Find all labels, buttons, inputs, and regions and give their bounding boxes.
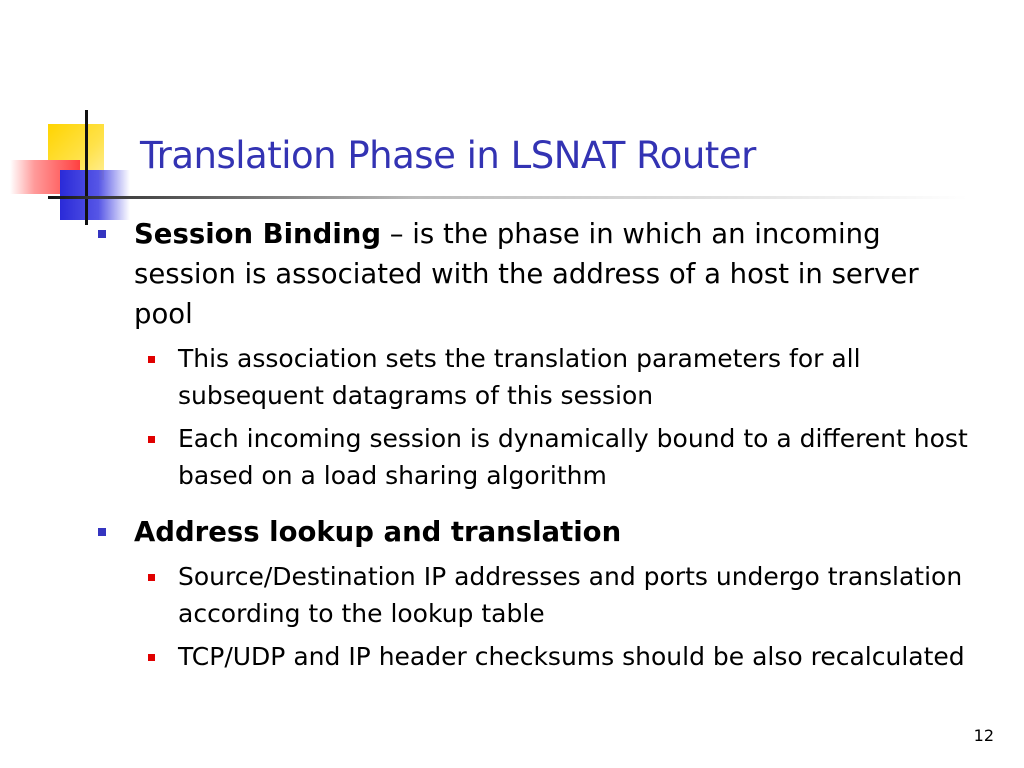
sub-bullet (96, 638, 976, 675)
logo-blue-bar (60, 170, 130, 220)
square-bullet-icon (148, 356, 155, 363)
square-bullet-icon (148, 654, 155, 661)
slide-title: Translation Phase in LSNAT Router (140, 134, 756, 177)
sub-bullet (96, 420, 976, 494)
sub-bullet-text: TCP/UDP and IP header checksums should be also recalculated (178, 642, 965, 671)
sub-bullet (96, 340, 976, 414)
bullet-session-binding (96, 214, 976, 334)
sub-bullet-text: This association sets the translation parameters for all subsequent datagrams of this session (178, 344, 861, 410)
bullet-heading: Address lookup and translation (134, 516, 622, 548)
square-bullet-icon (98, 528, 106, 536)
logo-vertical-line (85, 110, 88, 225)
sub-bullet-text: Each incoming session is dynamically bound to a different host based on a load sharing algorithm (178, 424, 968, 490)
sub-bullet-text: Source/Destination IP addresses and ports undergo translation according to the lookup table (178, 562, 963, 628)
page-number: 12 (973, 726, 994, 745)
square-bullet-icon (148, 436, 155, 443)
square-bullet-icon (148, 574, 155, 581)
bullet-heading: Session Binding (134, 218, 382, 250)
bullet-text: – is the phase in which an incoming session is associated with the address of a host in server pool (134, 218, 919, 330)
sub-bullet (96, 558, 976, 632)
bullet-address-lookup (96, 512, 976, 552)
square-bullet-icon (98, 230, 106, 238)
title-underline-divider (48, 196, 968, 199)
slide-content (96, 214, 976, 681)
